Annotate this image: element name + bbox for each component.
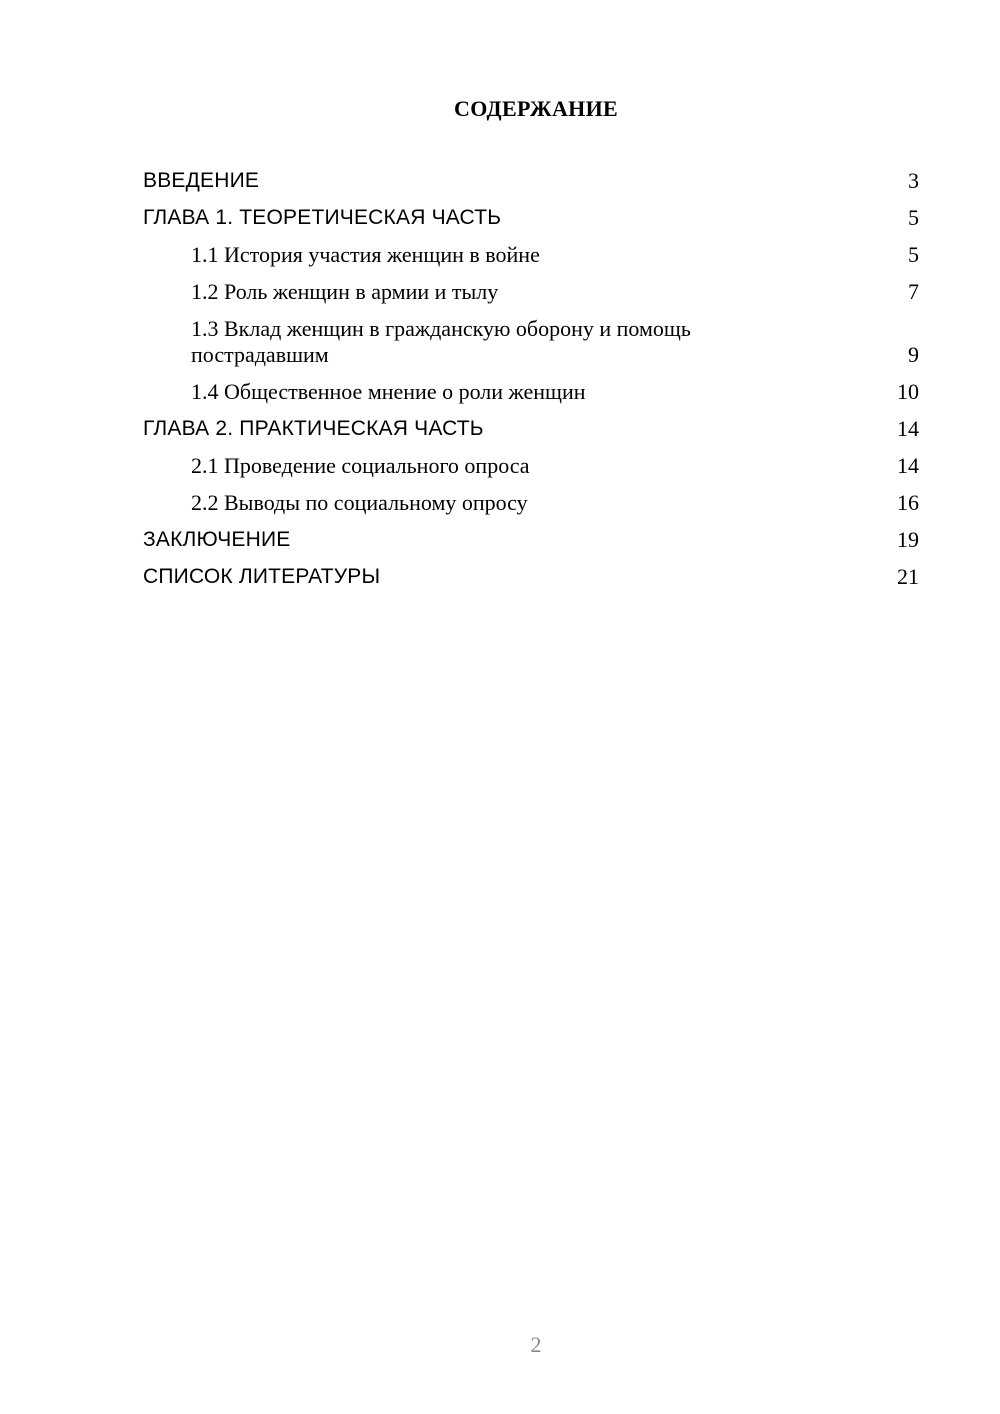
toc-entry-page: 16 [897,490,919,515]
toc-entry[interactable] [143,379,919,405]
toc-entry-label: 1.1 История участия женщин в войне [191,242,540,267]
toc-entry-page: 9 [908,342,919,367]
page-number: 2 [530,1332,542,1357]
toc-entry-label: ГЛАВА 1. ТЕОРЕТИЧЕСКАЯ ЧАСТЬ [143,206,502,229]
toc-entry-page: 14 [897,416,919,441]
toc-entry-page: 5 [908,205,919,230]
toc-entry-page: 5 [908,242,919,267]
toc-entry-label: 1.4 Общественное мнение о роли женщин [191,379,586,404]
toc-entry[interactable] [143,168,919,194]
toc-entry[interactable] [143,205,919,231]
toc-entry[interactable] [143,242,919,268]
toc-entry-page: 3 [908,168,919,193]
toc-entry-label: ВВЕДЕНИЕ [143,169,260,192]
toc-entry-label: ГЛАВА 2. ПРАКТИЧЕСКАЯ ЧАСТЬ [143,417,484,440]
toc-entry-page: 7 [908,279,919,304]
toc-entry-label: 1.2 Роль женщин в армии и тылу [191,279,499,304]
toc-entry[interactable] [143,490,919,516]
toc-entry-page: 19 [897,527,919,552]
toc-title: СОДЕРЖАНИЕ [454,96,618,121]
toc-entry-page: 10 [897,379,919,404]
toc-entry[interactable] [143,279,919,305]
toc-entry-label: ЗАКЛЮЧЕНИЕ [143,528,291,551]
toc-entry[interactable] [143,316,919,368]
toc-entry-page: 21 [897,564,919,589]
toc-entry-label: 2.2 Выводы по социальному опросу [191,490,528,515]
toc-entry[interactable] [143,453,919,479]
toc-entry[interactable] [143,564,919,590]
table-of-contents [143,168,919,601]
toc-entry[interactable] [143,527,919,553]
toc-entry-label: 1.3 Вклад женщин в гражданскую оборону и помощь пострадавшим [191,316,691,367]
toc-entry[interactable] [143,416,919,442]
toc-entry-label: 2.1 Проведение социального опроса [191,453,530,478]
toc-entry-label: СПИСОК ЛИТЕРАТУРЫ [143,565,381,588]
toc-entry-page: 14 [897,453,919,478]
